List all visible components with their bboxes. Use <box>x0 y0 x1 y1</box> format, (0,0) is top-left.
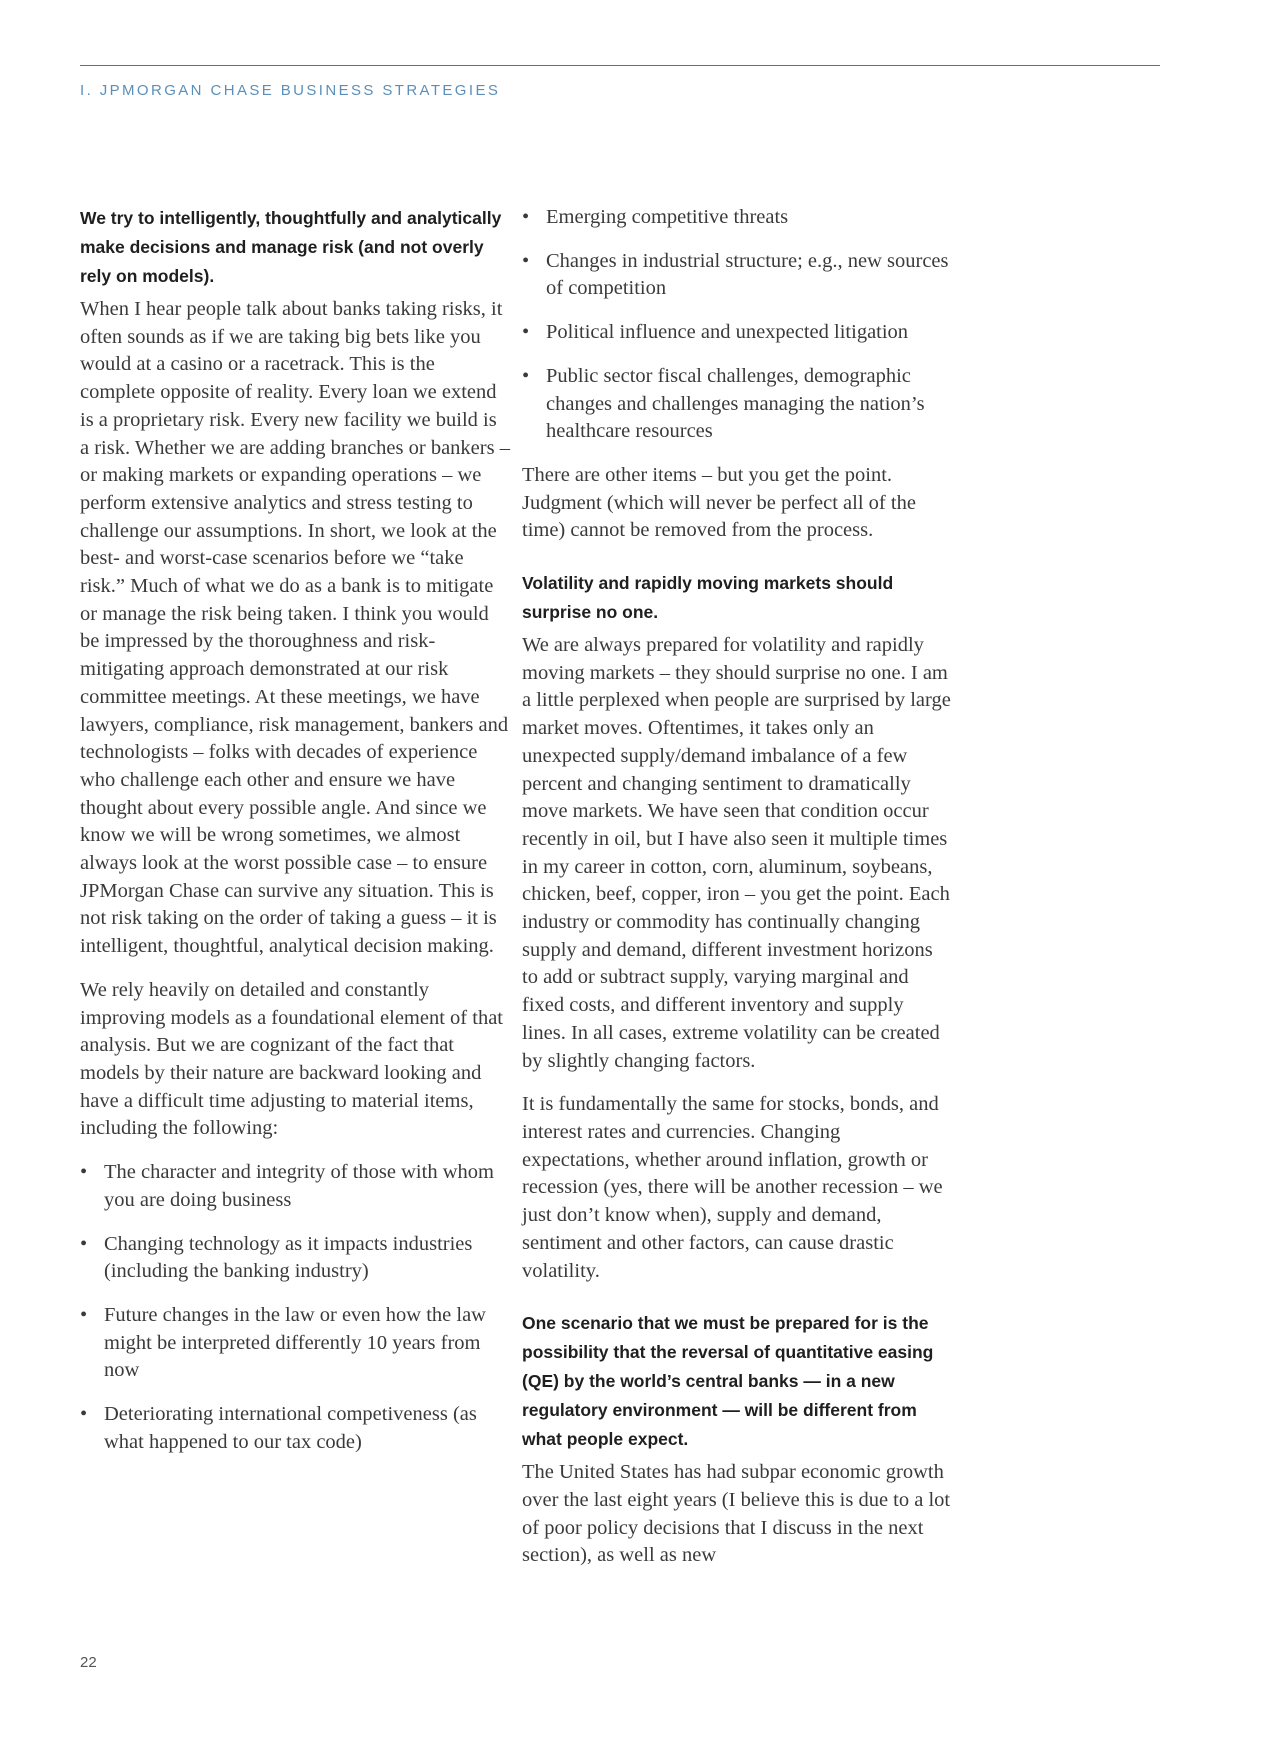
paragraph-volatility: We are always prepared for volatility and rapidly moving markets – they should surprise no one. I am a little perplexed when people are surprised by large market moves. Oftentimes, it takes only an unexpected supply/demand imbalance of a few percent and changing sentiment to dramatically move markets. We have seen that condition occur recently in oil, but I have also seen it multiple times in my career in cotton, corn, aluminum, soybeans, chicken, beef, copper, iron – you get the point. Each industry or commodity has continually changing supply and demand, different investment horizons to add or subtract supply, varying marginal and fixed costs, and different inventory and supply lines. In all cases, extreme volatility can be created by slightly changing factors. <box>522 634 951 1072</box>
bullet-icon: • <box>522 249 530 272</box>
paragraph-models: We rely heavily on detailed and constantly improving models as a foundational element of that analysis. But we are cognizant of the fact that models by their nature are backward looking and have a difficult time adjusting to material items, including the following: <box>80 978 503 1140</box>
subhead-risk-decisions: We try to intelligently, thoughtfully and analytically make decisions and manage risk (and not overly rely on models). <box>80 208 502 286</box>
list-item-text: The character and integrity of those with whom you are doing business <box>104 1161 494 1211</box>
list-item-text: Deteriorating international competiveness (as what happened to our tax code) <box>104 1403 477 1453</box>
left-column <box>80 204 510 1472</box>
bullet-icon: • <box>80 1403 88 1426</box>
list-item <box>80 1302 510 1385</box>
list-item <box>522 248 952 303</box>
list-item <box>80 1231 510 1286</box>
bullet-icon: • <box>522 364 530 387</box>
list-item <box>80 1401 510 1456</box>
subhead-qe-scenario: One scenario that we must be prepared for is the possibility that the reversal of quantitative easing (QE) by the world’s central banks — in a new regulatory environment — will be different from what people expect. <box>522 1313 934 1450</box>
bullet-icon: • <box>80 1232 88 1255</box>
list-item-text: Emerging competitive threats <box>546 206 789 228</box>
paragraph-risk-taking: When I hear people talk about banks taking risks, it often sounds as if we are taking big bets like you would at a casino or a racetrack. This is the complete opposite of reality. Every loan we extend is a proprietary risk. Every new facility we build is a risk. Whether we are adding branches or bankers – or making markets or expanding operations – we perform extensive analytics and stress testing to challenge our assumptions. In short, we look at the best- and worst-case scenarios before we “take risk.” Much of what we do as a bank is to mitigate or manage the risk being taken. I think you would be impressed by the thoroughness and risk-mitigating approach demonstrated at our risk committee meetings. At these meetings, we have lawyers, compliance, risk management, bankers and technologists – folks with decades of experience who challenge each other and ensure we have thought about every possible angle. And since we know we will be wrong sometimes, we almost always look at the worst possible case – to ensure JPMorgan Chase can survive any situation. This is not risk taking on the order of taking a guess – it is intelligent, thoughtful, analytical decision making. <box>80 298 510 958</box>
paragraph-economic-growth: The United States has had subpar economic growth over the last eight years (I believe this is due to a lot of poor policy decisions that I discuss in the next section), as well as new <box>522 1461 951 1567</box>
subhead-volatility: Volatility and rapidly moving markets should surprise no one. <box>522 573 894 623</box>
section-header: I. JPMORGAN CHASE BUSINESS STRATEGIES <box>80 82 501 99</box>
bullet-icon: • <box>522 206 530 228</box>
bullet-icon: • <box>80 1161 88 1184</box>
list-item <box>522 363 952 446</box>
list-item-text: Future changes in the law or even how the law might be interpreted differently 10 years from now <box>104 1303 486 1382</box>
header-rule <box>80 65 1160 66</box>
page-number: 22 <box>80 1654 97 1671</box>
list-item-text: Changes in industrial structure; e.g., new sources of competition <box>546 249 949 300</box>
bullet-icon: • <box>522 321 530 344</box>
bullet-list-material-items <box>80 1159 510 1456</box>
bullet-list-continued <box>522 204 952 446</box>
right-column <box>522 204 952 1586</box>
list-item-text: Public sector fiscal challenges, demographic changes and challenges managing the nation’s healthcare resources <box>546 364 925 443</box>
paragraph-judgment: There are other items – but you get the point. Judgment (which will never be perfect all of the time) cannot be removed from the process. <box>522 463 916 542</box>
list-item-text: Political influence and unexpected litigation <box>546 321 909 344</box>
list-item <box>522 204 952 232</box>
list-item-text: Changing technology as it impacts industries (including the banking industry) <box>104 1232 473 1283</box>
list-item <box>522 319 952 347</box>
list-item <box>80 1159 510 1214</box>
paragraph-stocks-bonds: It is fundamentally the same for stocks, bonds, and interest rates and currencies. Changing expectations, whether around inflation, growth or recession (yes, there will be another recession – we just don’t know when), supply and demand, sentiment and other factors, can cause drastic volatility. <box>522 1093 943 1282</box>
bullet-icon: • <box>80 1303 88 1326</box>
